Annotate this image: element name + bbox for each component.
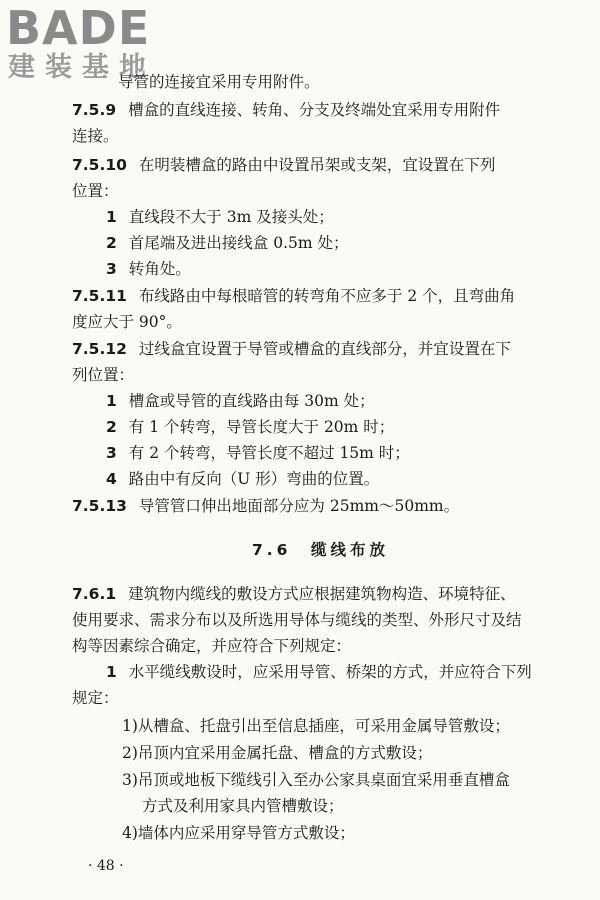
sub-item: 2)吊顶内宜采用金属托盘、槽盒的方式敷设； — [122, 744, 433, 762]
list-item: 1 槽盒或导管的直线路由每 30m 处； — [106, 392, 375, 410]
text-line: 度应大于 90°。 — [72, 313, 182, 331]
clause-number: 7.5.11 — [72, 287, 127, 305]
text-line: 导管的连接宜采用专用附件。 — [118, 73, 320, 91]
page-number: · 48 · — [88, 858, 124, 874]
text-line: 连接。 — [72, 127, 119, 145]
list-item: 4 路由中有反向（U 形）弯曲的位置。 — [106, 470, 380, 488]
list-item: 3 转角处。 — [106, 260, 191, 278]
clause-number: 7.5.12 — [72, 340, 127, 358]
clause-number: 7.5.10 — [72, 156, 127, 174]
clause-7-5-9: 7.5.9 槽盒的直线连接、转角、分支及终端处宜采用专用附件 — [72, 101, 501, 119]
list-item: 1 直线段不大于 3m 及接头处； — [106, 208, 334, 226]
clause-7-5-10: 7.5.10 在明装槽盒的路由中设置吊架或支架，宜设置在下列 — [72, 156, 496, 174]
clause-number: 7.5.13 — [72, 497, 127, 515]
list-item: 2 有 1 个转弯，导管长度大于 20m 时； — [106, 418, 395, 436]
text-line: 列位置： — [72, 366, 135, 384]
section-heading: 7.6 缆线布放 — [252, 541, 389, 559]
list-item: 1 水平缆线敷设时，应采用导管、桥架的方式，并应符合下列 — [106, 663, 532, 681]
clause-7-5-13: 7.5.13 导管管口伸出地面部分应为 25mm～50mm。 — [72, 497, 460, 515]
sub-item: 3)吊顶或地板下缆线引入至办公家具桌面宜采用垂直槽盒 — [122, 771, 510, 789]
clause-7-6-1: 7.6.1 建筑物内缆线的敷设方式应根据建筑物构造、环境特征、 — [72, 585, 516, 603]
watermark-logo-subtext: 建装基地 — [8, 52, 156, 83]
sub-item: 1)从槽盒、托盘引出至信息插座，可采用金属导管敷设； — [122, 717, 510, 735]
clause-number: 7.5.9 — [72, 101, 117, 119]
list-item: 3 有 2 个转弯，导管长度不超过 15m 时； — [106, 444, 410, 462]
text-line: 位置： — [72, 182, 119, 200]
sub-item: 4)墙体内应采用穿导管方式敷设； — [122, 824, 355, 842]
text-line: 规定： — [72, 689, 119, 707]
clause-7-5-11: 7.5.11 布线路由中每根暗管的转弯角不应多于 2 个，且弯曲角 — [72, 287, 516, 305]
text-line: 使用要求、需求分布以及所选用导体与缆线的类型、外形尺寸及结 — [72, 611, 522, 629]
clause-7-5-12: 7.5.12 过线盒宜设置于导管或槽盒的直线部分，并宜设置在下 — [72, 340, 511, 358]
text-line: 构等因素综合确定，并应符合下列规定： — [72, 637, 352, 655]
clause-number: 7.6.1 — [72, 585, 117, 603]
text-line: 方式及利用家具内管槽敷设； — [142, 797, 344, 815]
watermark-logo-text: BADE — [6, 1, 151, 55]
list-item: 2 首尾端及进出接线盒 0.5m 处； — [106, 234, 349, 252]
